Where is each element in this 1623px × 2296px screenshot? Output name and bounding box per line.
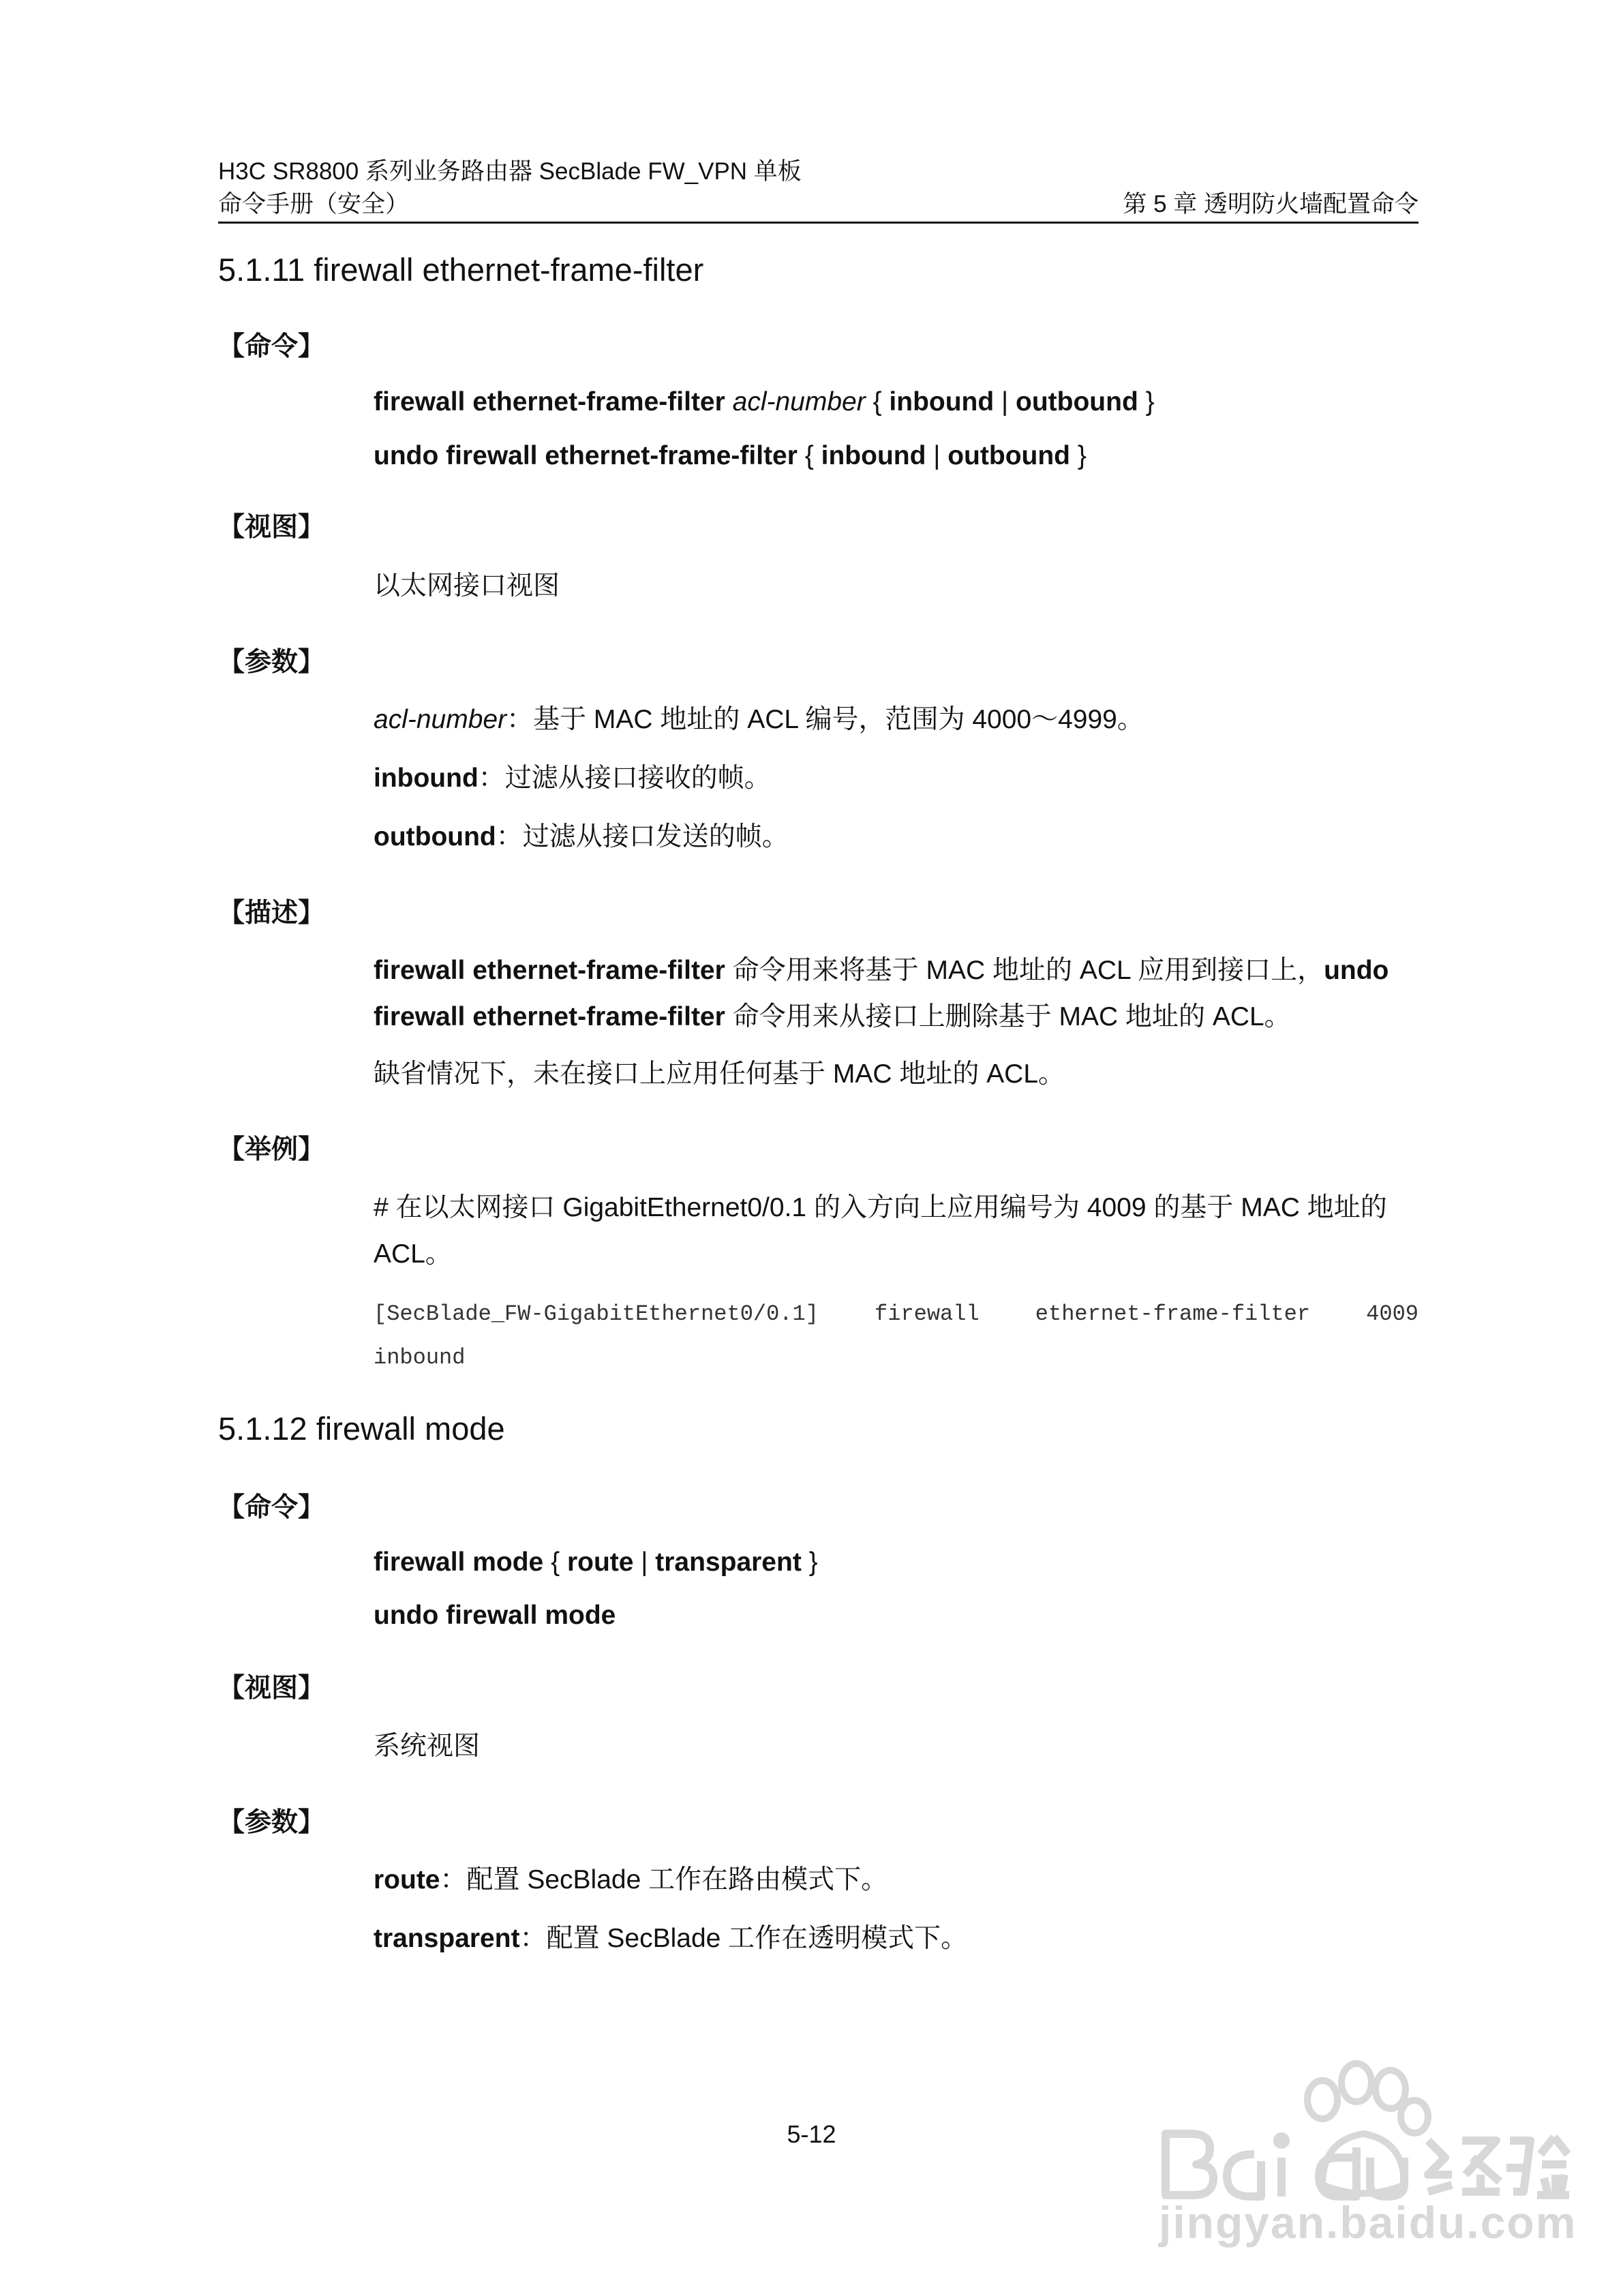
- page-number: 5-12: [787, 2120, 836, 2148]
- section-title-5-1-11: 5.1.11 firewall ethernet-frame-filter: [218, 252, 704, 288]
- page-header: [218, 155, 1419, 221]
- header-manual-name: 命令手册（安全）: [218, 191, 410, 217]
- command-syntax: firewall ethernet-frame-filter acl-number { inbound | outbound }: [374, 387, 1155, 417]
- label-view-2: 【视图】: [218, 1674, 325, 1703]
- code-prompt: [SecBlade_FW-GigabitEthernet0/0.1]: [374, 1301, 819, 1327]
- header-chapter: 第 5 章 透明防火墙配置命令: [1123, 191, 1419, 217]
- example-text: # 在以太网接口 GigabitEthernet0/0.1 的入方向上应用编号为 4009 的基于 MAC 地址的 ACL。: [374, 1193, 1387, 1269]
- label-description: 【描述】: [218, 898, 325, 928]
- code-word-filter: ethernet-frame-filter: [1035, 1301, 1311, 1327]
- undo-command-syntax-2: undo firewall mode: [374, 1601, 616, 1630]
- code-word-firewall: firewall: [875, 1301, 980, 1327]
- label-command-2: 【命令】: [218, 1493, 325, 1522]
- code-line-2: inbound: [374, 1345, 466, 1370]
- section-title-5-1-12: 5.1.12 firewall mode: [218, 1410, 505, 1447]
- description-default: 缺省情况下，未在接口上应用任何基于 MAC 地址的 ACL。: [374, 1059, 1065, 1089]
- param-acl-number: acl-number：基于 MAC 地址的 ACL 编号，范围为 4000～4999。: [374, 705, 1144, 734]
- watermark-url: jingyan.baidu.com: [1159, 2197, 1577, 2248]
- example-code: [374, 1293, 1419, 1380]
- param-inbound: inbound：过滤从接口接收的帧。: [374, 764, 771, 793]
- label-parameters: 【参数】: [218, 648, 325, 677]
- label-parameters-2: 【参数】: [218, 1808, 325, 1837]
- command-syntax-2: firewall mode { route | transparent }: [374, 1547, 818, 1577]
- undo-command-syntax: undo firewall ethernet-frame-filter { inbound | outbound }: [374, 441, 1087, 470]
- header-title: H3C SR8800 系列业务路由器 SecBlade FW_VPN 单板: [218, 158, 802, 185]
- code-word-acl: 4009: [1366, 1301, 1419, 1327]
- param-route: route：配置 SecBlade 工作在路由模式下。: [374, 1865, 888, 1894]
- param-outbound: outbound：过滤从接口发送的帧。: [374, 822, 789, 851]
- description-paragraph: firewall ethernet-frame-filter 命令用来将基于 MAC 地址的 ACL 应用到接口上，undo firewall ethernet-frame-filter 命令用来从接口上删除基于 MAC 地址的 ACL。: [374, 956, 1389, 1031]
- label-command: 【命令】: [218, 332, 325, 361]
- view-text-2: 系统视图: [374, 1732, 481, 1761]
- label-view: 【视图】: [218, 513, 325, 542]
- view-text: 以太网接口视图: [374, 571, 560, 601]
- param-transparent: transparent：配置 SecBlade 工作在透明模式下。: [374, 1924, 968, 1953]
- label-example: 【举例】: [218, 1135, 325, 1164]
- header-divider: [218, 222, 1419, 224]
